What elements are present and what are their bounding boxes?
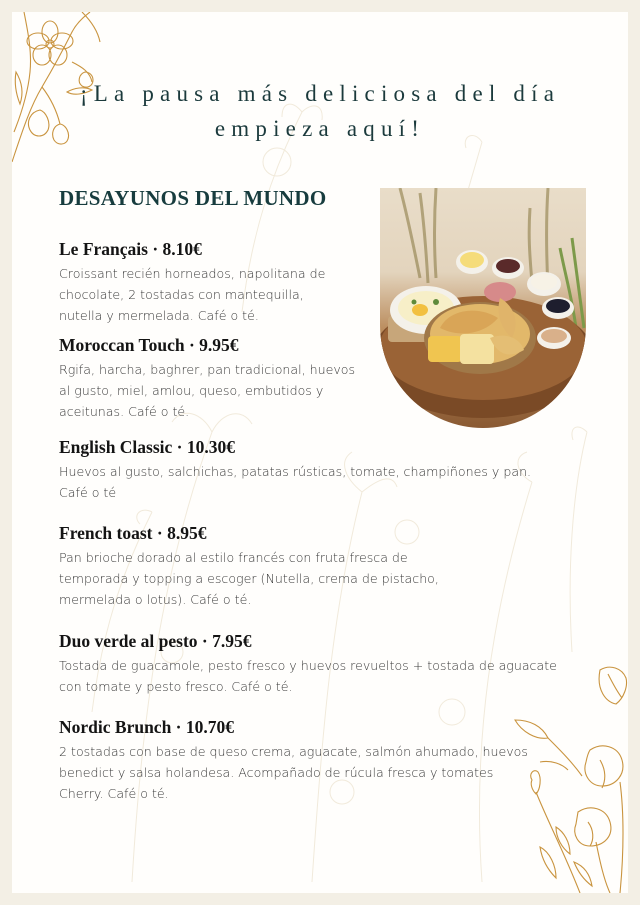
menu-item-description [59,655,557,697]
menu-item-title: English Classic · 10.30€ [59,437,236,457]
menu-item-title: Nordic Brunch · 10.70€ [59,717,235,737]
menu-item-english-classic [59,436,531,503]
menu-item-french-toast [59,522,439,610]
menu-page [12,12,628,893]
section-title: DESAYUNOS DEL MUNDO [59,186,327,210]
menu-item-moroccan-touch [59,334,355,422]
description-line: Croissant recién horneados, napolitana de [59,266,326,281]
description-line: Rgifa, harcha, baghrer, pan tradicional, huevos [59,362,356,377]
description-line: chocolate, 2 tostadas con mantequilla, [59,287,304,302]
breakfast-platter-image-icon [380,188,586,428]
description-line: 2 tostadas con base de queso crema, aguacate, salmón ahumado, huevos [59,744,528,759]
tagline [12,76,628,146]
menu-item-title: Duo verde al pesto · 7.95€ [59,631,252,651]
description-line: con tomate y pesto fresco. Café o té. [59,679,293,694]
menu-item-description [59,741,528,804]
menu-item-description [59,359,355,422]
breakfast-photo [380,188,586,428]
menu-item-description [59,263,325,326]
description-line: nutella y mermelada. Café o té. [59,308,259,323]
menu-item-nordic-brunch [59,716,528,804]
menu-item-title: Le Français · 8.10€ [59,239,202,259]
menu-item-le-francais [59,238,325,326]
description-line: Tostada de guacamole, pesto fresco y huevos revueltos + tostada de aguacate [59,658,557,673]
description-line: benedict y salsa holandesa. Acompañado de rúcula fresca y tomates [59,765,494,780]
tagline-line-2: empieza aquí! [214,116,426,141]
description-line: Huevos al gusto, salchichas, patatas rústicas, tomate, champiñones y pan. [59,464,532,479]
menu-item-title: Moroccan Touch · 9.95€ [59,335,239,355]
menu-item-description [59,547,439,610]
description-line: Café o té [59,485,117,500]
menu-item-title: French toast · 8.95€ [59,523,207,543]
description-line: Cherry. Café o té. [59,786,169,801]
description-line: al gusto, miel, amlou, queso, embutidos y [59,383,324,398]
description-line: temporada y topping a escoger (Nutella, crema de pistacho, [59,571,439,586]
menu-item-duo-verde-al-pesto [59,630,557,697]
menu-item-description [59,461,531,503]
description-line: Pan brioche dorado al estilo francés con fruta fresca de [59,550,408,565]
description-line: aceitunas. Café o té. [59,404,190,419]
description-line: mermelada o lotus). Café o té. [59,592,252,607]
tagline-line-1: ¡La pausa más deliciosa del día [79,81,561,106]
